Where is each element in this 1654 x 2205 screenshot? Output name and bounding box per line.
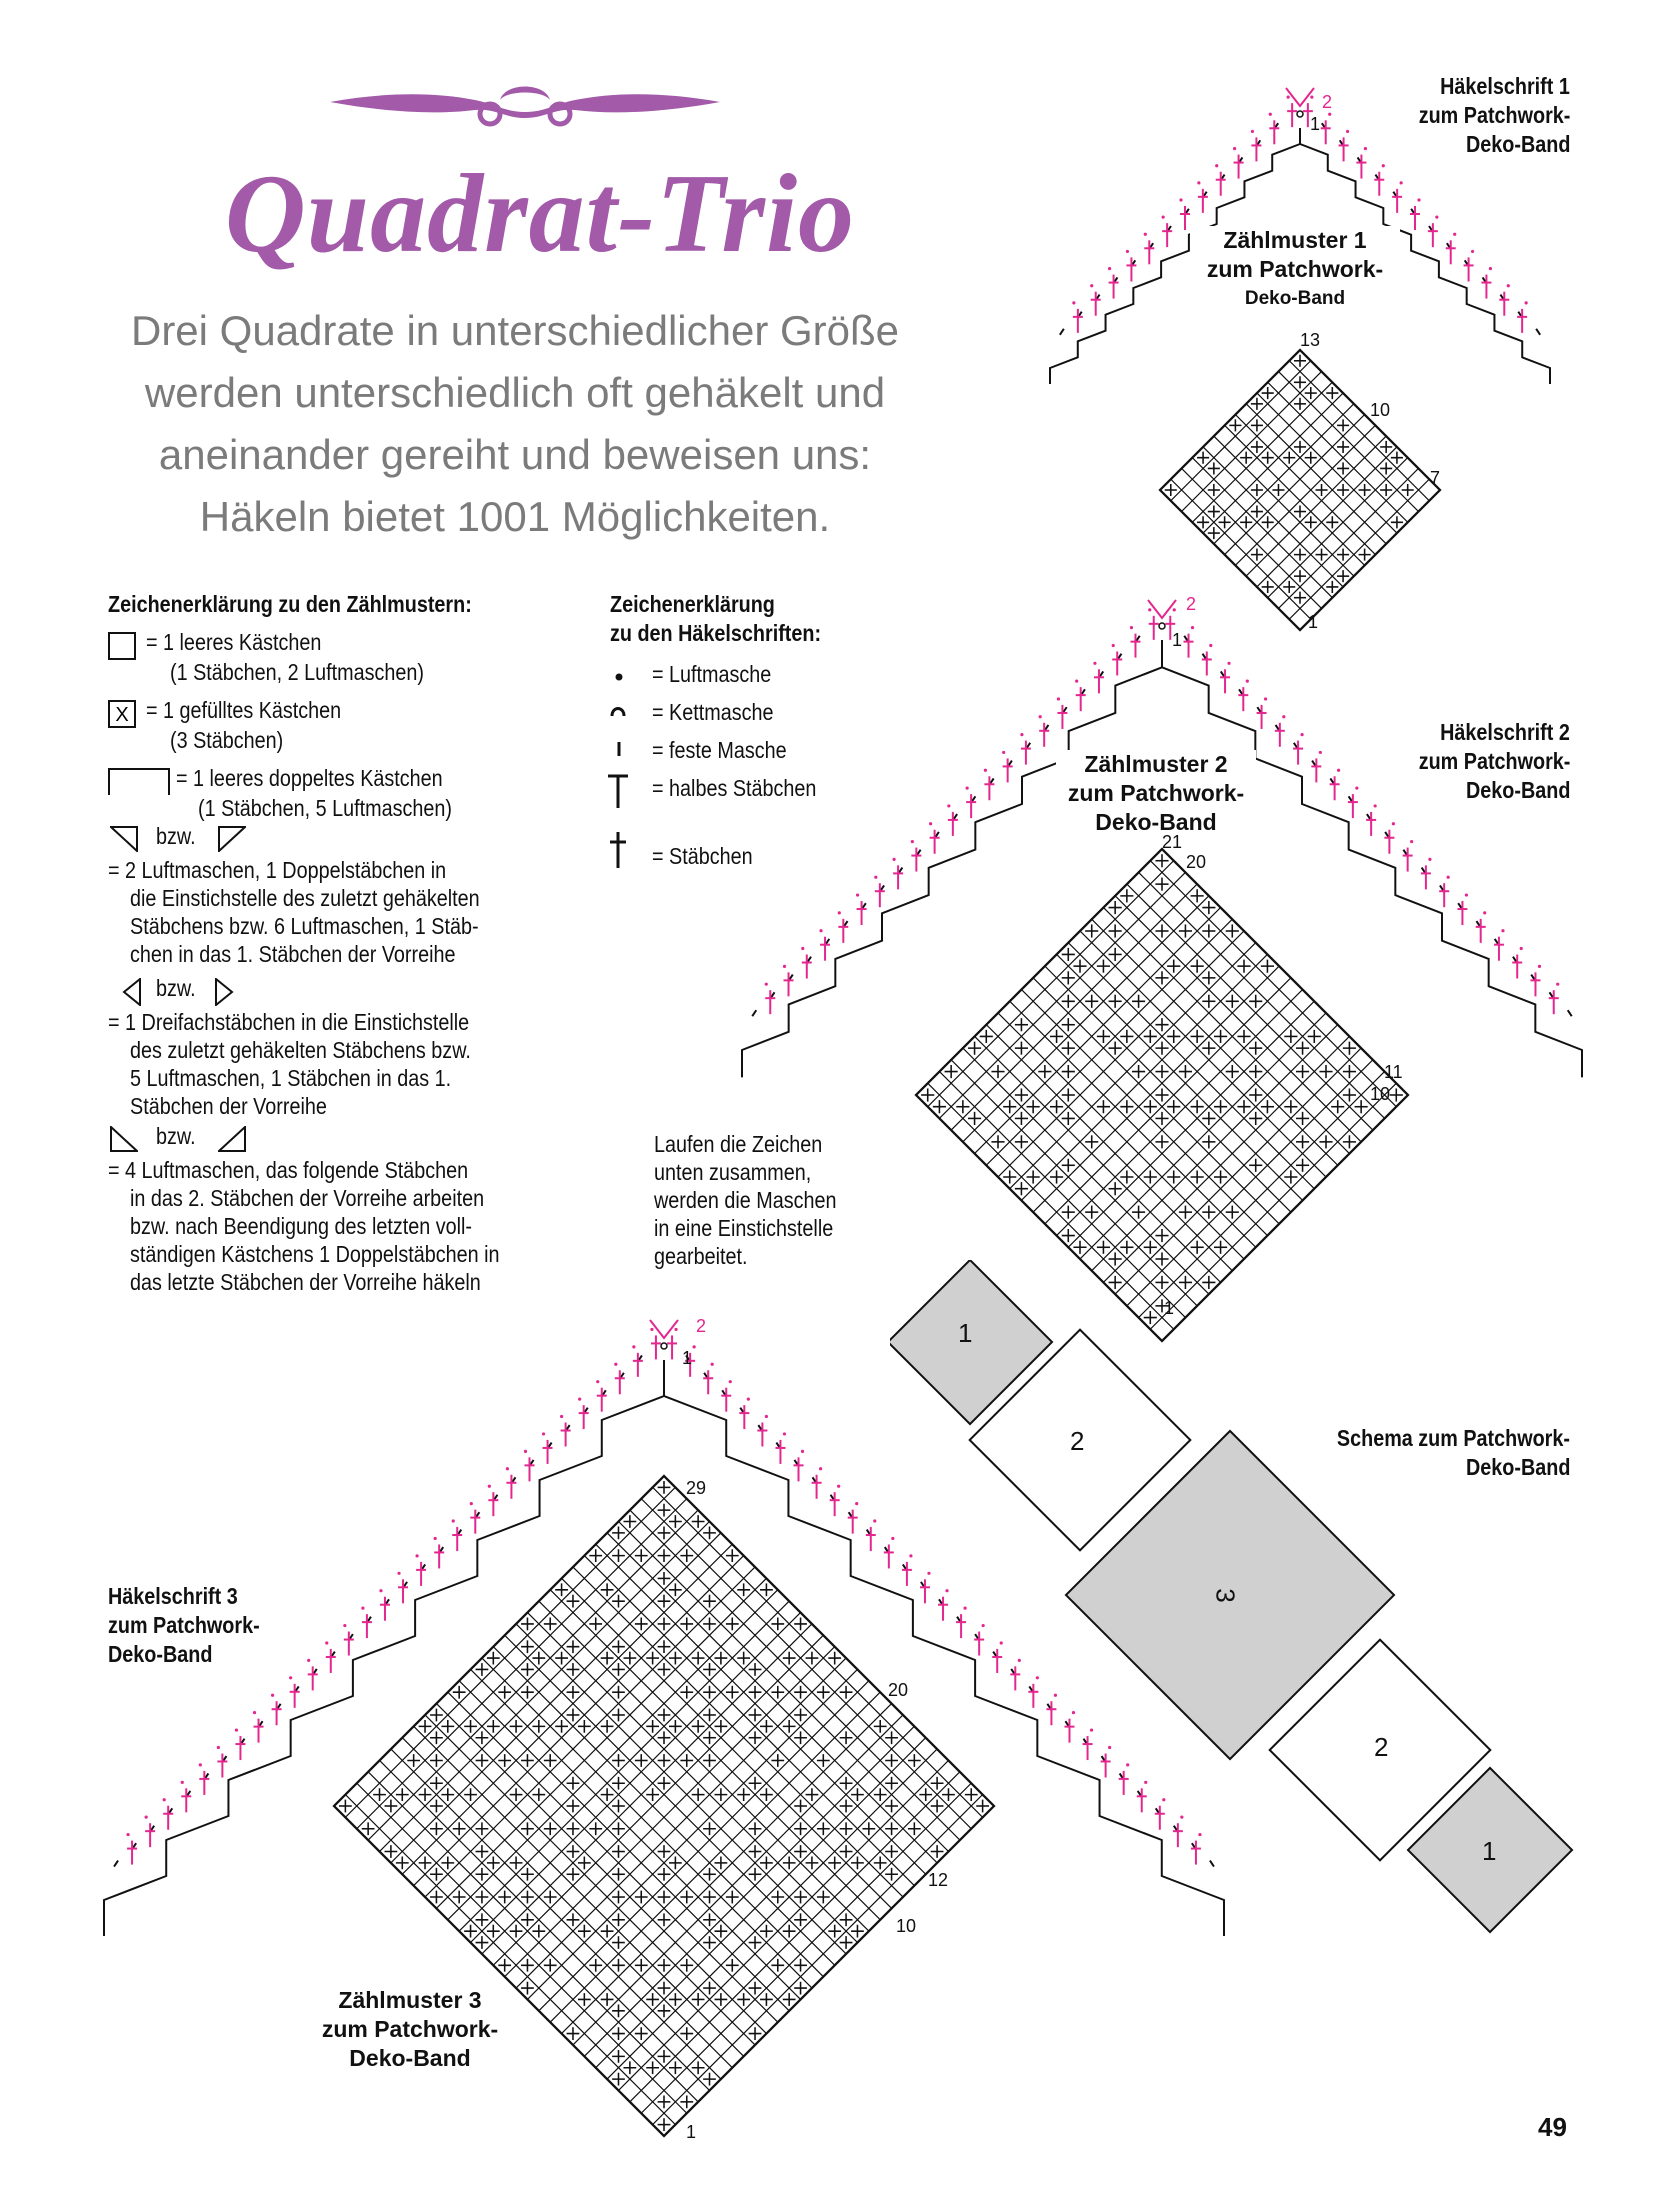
- legend-item-filled: = 1 gefülltes Kästchen: [146, 697, 342, 723]
- symbol-chain: = Luftmasche: [652, 661, 772, 687]
- row-label: 1: [1172, 630, 1183, 650]
- schema-square-label: 1: [1482, 1836, 1497, 1866]
- row-label: 1: [682, 1348, 693, 1368]
- z3-label: Zählmuster 3 zum Patchwork- Deko-Band: [310, 1986, 510, 2073]
- legend-counts-heading: Zeichenerklärung zu den Zählmustern:: [108, 591, 472, 617]
- bzw-label: bzw.: [156, 1123, 196, 1149]
- row-label: 21: [1162, 832, 1183, 852]
- bzw-label: bzw.: [156, 823, 196, 849]
- row-label: 20: [888, 1680, 909, 1700]
- row-label: 1: [1310, 114, 1321, 134]
- row-label: 7: [1430, 468, 1441, 488]
- row-label: 1: [686, 2122, 697, 2142]
- h2-label: Häkelschrift 2 zum Patchwork- Deko-Band: [1418, 719, 1570, 803]
- count-chart-1: [1160, 350, 1440, 630]
- h3-label: Häkelschrift 3 zum Patchwork- Deko-Band: [108, 1583, 260, 1667]
- row-label: 2: [696, 1316, 707, 1336]
- symbol-half-double: = halbes Stäbchen: [652, 775, 817, 801]
- legend-item-filled-sub: (3 Stäbchen): [170, 727, 284, 753]
- page-number: 49: [1538, 2112, 1567, 2142]
- row-label: 2: [1322, 92, 1333, 112]
- row-label: 1: [1164, 1298, 1175, 1318]
- row-label: 1: [1308, 612, 1319, 632]
- row-label: 20: [1186, 852, 1207, 872]
- symbol-single: = feste Masche: [652, 737, 787, 763]
- row-label: 29: [686, 1478, 707, 1498]
- bzw-label: bzw.: [156, 975, 196, 1001]
- intro-line: Drei Quadrate in unterschiedlicher Größe: [130, 307, 900, 354]
- row-label: 12: [928, 1870, 949, 1890]
- row-label: 2: [1186, 594, 1197, 614]
- legend-symbols-heading: Zeichenerklärung zu den Häkelschriften:: [610, 591, 822, 646]
- page-title: Quadrat-Trio: [224, 152, 856, 276]
- schema-square-label: 3: [1210, 1588, 1241, 1603]
- schema-label: Schema zum Patchwork- Deko-Band: [1336, 1425, 1570, 1480]
- legend-item-empty-sub: (1 Stäbchen, 2 Luftmaschen): [170, 659, 424, 685]
- row-label: 10: [1370, 1084, 1391, 1104]
- symbol-double: = Stäbchen: [652, 843, 753, 869]
- legend-item-double: = 1 leeres doppeltes Kästchen: [176, 765, 443, 791]
- row-label: 10: [1370, 400, 1391, 420]
- schema-square-label: 1: [958, 1318, 973, 1348]
- z1-label: Zählmuster 1 zum Patchwork- Deko-Band: [1190, 226, 1400, 313]
- intro-line: werden unterschiedlich oft gehäkelt und: [144, 369, 886, 416]
- stitch-note: Laufen die Zeichen unten zusammen, werden die Maschen in eine Einstichstelle gearbeitet.: [654, 1131, 837, 1269]
- row-label: 10: [896, 1916, 917, 1936]
- legend-desc-3: = 4 Luftmaschen, das folgende Stäbchen in das 2. Stäbchen der Vorreihe arbeiten bzw. nach Beendigung des letzten voll- ständigen Kästchens 1 Doppelstäbchen in das letzte Stäbchen der Vorreihe häkeln: [108, 1157, 500, 1295]
- intro-line: aneinander gereiht und beweisen uns:: [158, 431, 872, 478]
- row-label: 11: [1384, 1062, 1403, 1082]
- legend-item-double-sub: (1 Stäbchen, 5 Luftmaschen): [198, 795, 452, 821]
- legend-desc-2: = 1 Dreifachstäbchen in die Einstichstelle des zuletzt gehäkelten Stäbchens bzw. 5 Luftmaschen, 1 Stäbchen in das 1. Stäbchen der Vorreihe: [108, 1009, 471, 1119]
- schema-diagram: [890, 1260, 1590, 2080]
- schema-square-label: 2: [1374, 1732, 1389, 1762]
- symbol-slip: = Kettmasche: [652, 699, 774, 725]
- legend-item-empty: = 1 leeres Kästchen: [146, 629, 322, 655]
- row-label: 13: [1300, 330, 1321, 350]
- z2-label: Zählmuster 2 zum Patchwork- Deko-Band: [1056, 750, 1256, 837]
- legend-desc-1: = 2 Luftmaschen, 1 Doppelstäbchen in die Einstichstelle des zuletzt gehäkelten Stäbchens bzw. 6 Luftmaschen, 1 Stäb- chen in das 1. Stäbchen der Vorreihe: [108, 857, 480, 967]
- h1-label: Häkelschrift 1 zum Patchwork- Deko-Band: [1418, 73, 1570, 157]
- svg-text:X: X: [115, 704, 129, 726]
- schema-square-label: 2: [1070, 1426, 1085, 1456]
- intro-line: Häkeln bietet 1001 Möglichkeiten.: [199, 493, 831, 540]
